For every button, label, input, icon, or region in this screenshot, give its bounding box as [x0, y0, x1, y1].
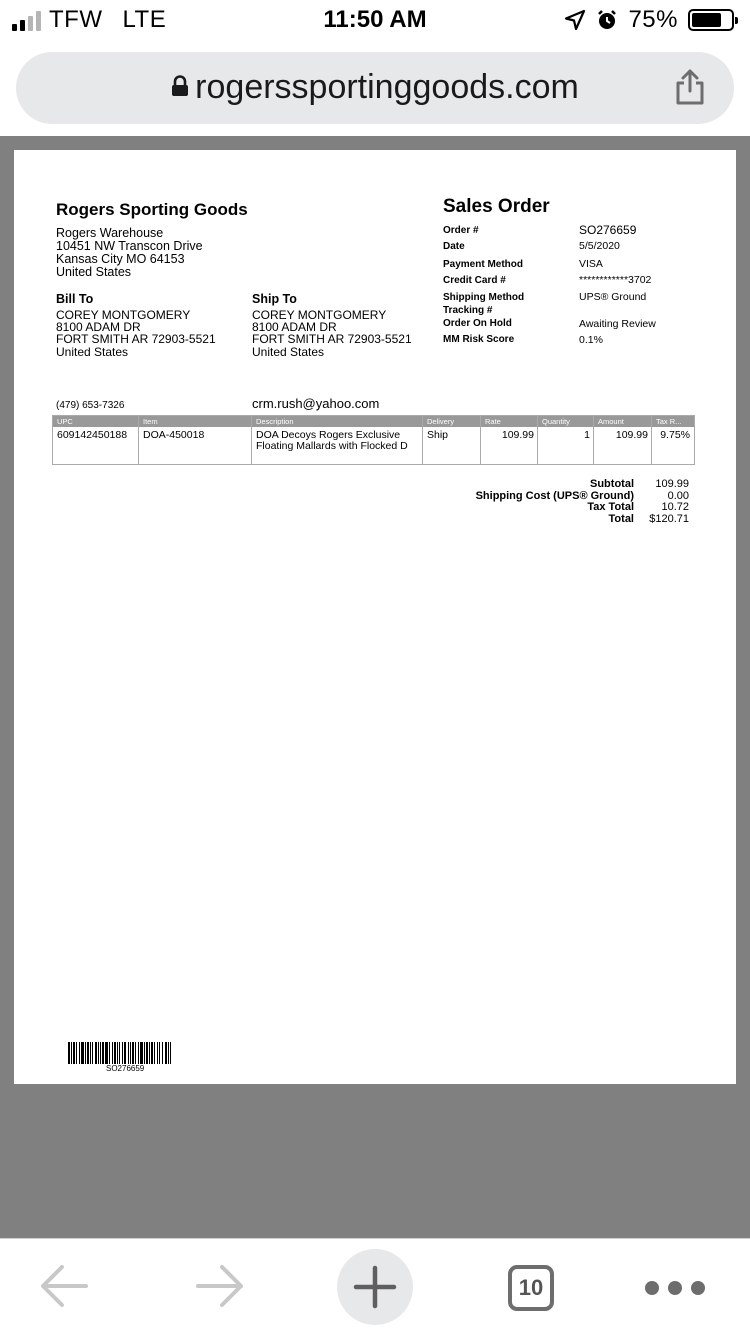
- battery-icon: [688, 9, 734, 31]
- cell-description: DOA Decoys Rogers Exclusive Floating Mallards with Flocked D: [256, 429, 408, 452]
- column-header-rate: Rate: [485, 417, 501, 426]
- ship-to-address: COREY MONTGOMERY 8100 ADAM DR FORT SMITH AR 72903-5521 United States: [252, 308, 412, 359]
- network-type: LTE: [122, 6, 167, 33]
- cell-amount: 109.99: [615, 429, 648, 441]
- subtotal-value: 109.99: [655, 478, 689, 490]
- share-icon[interactable]: [674, 68, 706, 106]
- order-on-hold-label: Order On Hold: [443, 318, 512, 329]
- back-arrow-icon[interactable]: [38, 1263, 90, 1309]
- order-items-table: [52, 415, 695, 465]
- bill-to-heading: Bill To: [56, 292, 94, 306]
- browser-toolbar: [0, 1238, 750, 1334]
- carrier-name: TFW: [49, 6, 103, 33]
- cell-tax-rate: 9.75%: [660, 429, 690, 441]
- shipping-method-value: UPS® Ground: [579, 291, 647, 303]
- tracking-label: Tracking #: [443, 305, 493, 316]
- alarm-clock-icon: [596, 9, 618, 31]
- column-header-tax-rate: Tax R...: [656, 417, 682, 426]
- cell-quantity: 1: [584, 429, 590, 441]
- cell-delivery: Ship: [427, 429, 449, 441]
- order-number-value: SO276659: [579, 223, 637, 237]
- email-address: crm.rush@yahoo.com: [252, 396, 380, 411]
- shipping-cost-value: 0.00: [667, 490, 689, 502]
- ship-to-heading: Ship To: [252, 292, 297, 306]
- column-header-quantity: Quantity: [542, 417, 570, 426]
- browser-header: [0, 40, 750, 136]
- column-header-delivery: Delivery: [427, 417, 455, 426]
- column-header-item: Item: [143, 417, 158, 426]
- column-header-amount: Amount: [598, 417, 624, 426]
- column-header-upc: UPC: [57, 417, 73, 426]
- date-label: Date: [443, 241, 465, 252]
- cell-upc: 609142450188: [57, 429, 128, 441]
- total-value: $120.71: [649, 513, 689, 525]
- url-text: rogerssportinggoods.com: [195, 68, 579, 106]
- forward-arrow-icon[interactable]: [194, 1263, 246, 1309]
- lock-icon: [171, 75, 189, 97]
- pdf-viewer[interactable]: [0, 136, 750, 1238]
- shipping-method-label: Shipping Method: [443, 292, 525, 303]
- tax-total-label: Tax Total: [587, 501, 634, 513]
- cell-item: DOA-450018: [143, 429, 205, 441]
- status-bar: [0, 0, 750, 40]
- location-arrow-icon: [564, 9, 586, 31]
- subtotal-label: Subtotal: [590, 478, 634, 490]
- battery-fill: [692, 13, 721, 27]
- tab-switcher-button[interactable]: 10: [508, 1265, 554, 1311]
- document-title: Sales Order: [443, 196, 550, 217]
- date-value: 5/5/2020: [579, 240, 620, 252]
- cell-rate: 109.99: [501, 429, 534, 441]
- status-right: [564, 6, 734, 34]
- tax-total-value: 10.72: [661, 501, 689, 513]
- sales-order-page: [14, 150, 736, 1084]
- more-dots-icon[interactable]: [645, 1281, 705, 1295]
- battery-percent: 75%: [628, 6, 678, 33]
- payment-method-value: VISA: [579, 258, 603, 270]
- order-number-label: Order #: [443, 225, 479, 236]
- risk-score-label: MM Risk Score: [443, 334, 515, 345]
- barcode-image: [68, 1042, 190, 1064]
- column-header-description: Description: [256, 417, 294, 426]
- barcode-caption: SO276659: [106, 1064, 145, 1073]
- new-tab-button[interactable]: [337, 1249, 413, 1325]
- phone-number: (479) 653-7326: [56, 400, 125, 411]
- plus-icon: [353, 1265, 397, 1309]
- clock: 11:50 AM: [323, 6, 427, 33]
- company-address: Rogers Warehouse 10451 NW Transcon Drive Kansas City MO 64153 United States: [56, 226, 203, 279]
- credit-card-value: ************3702: [579, 274, 652, 286]
- url-display[interactable]: [16, 68, 734, 107]
- order-on-hold-value: Awaiting Review: [579, 318, 656, 330]
- risk-score-value: 0.1%: [579, 334, 603, 346]
- payment-method-label: Payment Method: [443, 259, 524, 270]
- shipping-cost-label: Shipping Cost (UPS® Ground): [475, 490, 634, 502]
- total-label: Total: [608, 513, 634, 525]
- address-bar[interactable]: [16, 52, 734, 124]
- company-name: Rogers Sporting Goods: [56, 200, 248, 219]
- bill-to-address: COREY MONTGOMERY 8100 ADAM DR FORT SMITH AR 72903-5521 United States: [56, 308, 216, 359]
- credit-card-label: Credit Card #: [443, 275, 506, 286]
